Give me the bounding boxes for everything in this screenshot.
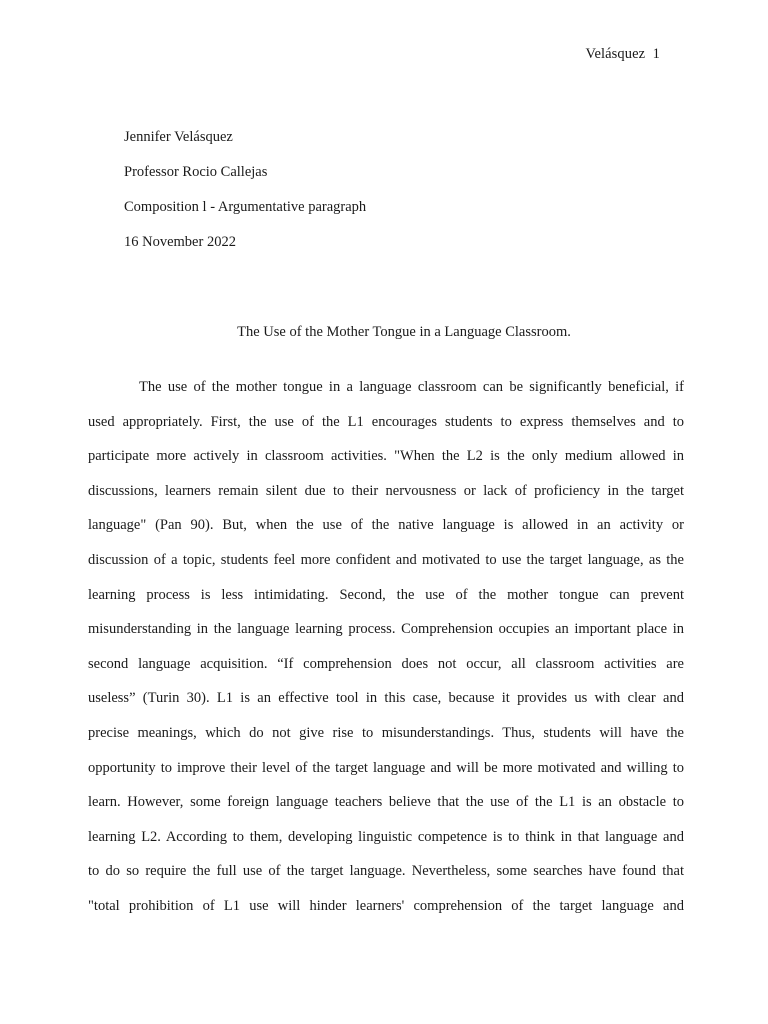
mla-heading xyxy=(124,127,366,267)
document-date: 16 November 2022 xyxy=(124,234,236,250)
body-line: participate more actively in classroom activities. "When the L2 is the only medium allowed in xyxy=(88,448,684,465)
body-line: used appropriately. First, the use of the L1 encourages students to express themselves and to xyxy=(88,413,684,430)
body-line: precise meanings, which do not give rise to misunderstandings. Thus, students will have the xyxy=(88,724,684,741)
essay-title: The Use of the Mother Tongue in a Language Classroom. xyxy=(237,324,571,340)
body-line: learn. However, some foreign language teachers believe that the use of the L1 is an obstacle to xyxy=(88,794,684,811)
body-line: misunderstanding in the language learning process. Comprehension occupies an important place in xyxy=(88,621,684,638)
body-line: language" (Pan 90). But, when the use of the native language is allowed in an activity or xyxy=(88,517,684,534)
body-line: discussions, learners remain silent due to their nervousness or lack of proficiency in the target xyxy=(88,482,684,499)
professor-name: Professor Rocio Callejas xyxy=(124,164,268,180)
body-line: learning L2. According to them, developing linguistic competence is to think in that language and xyxy=(88,828,684,845)
body-line: useless” (Turin 30). L1 is an effective tool in this case, because it provides us with clear and xyxy=(88,690,684,707)
body-line: The use of the mother tongue in a language classroom can be significantly beneficial, if xyxy=(139,379,684,395)
running-head: Velásquez 1 xyxy=(585,46,660,62)
body-line: to do so require the full use of the target language. Nevertheless, some searches have found that xyxy=(88,863,684,880)
body-line: learning process is less intimidating. Second, the use of the mother tongue can prevent xyxy=(88,586,684,603)
course-name: Composition l - Argumentative paragraph xyxy=(124,199,367,215)
body-line: opportunity to improve their level of the target language and will be more motivated and willing to xyxy=(88,759,684,776)
author-name: Jennifer Velásquez xyxy=(124,129,233,145)
body-line: discussion of a topic, students feel more confident and motivated to use the target language, as the xyxy=(88,551,684,568)
essay-body xyxy=(88,376,684,930)
body-line: second language acquisition. “If comprehension does not occur, all classroom activities are xyxy=(88,655,684,672)
body-line: "total prohibition of L1 use will hinder learners' comprehension of the target language and xyxy=(88,897,684,914)
